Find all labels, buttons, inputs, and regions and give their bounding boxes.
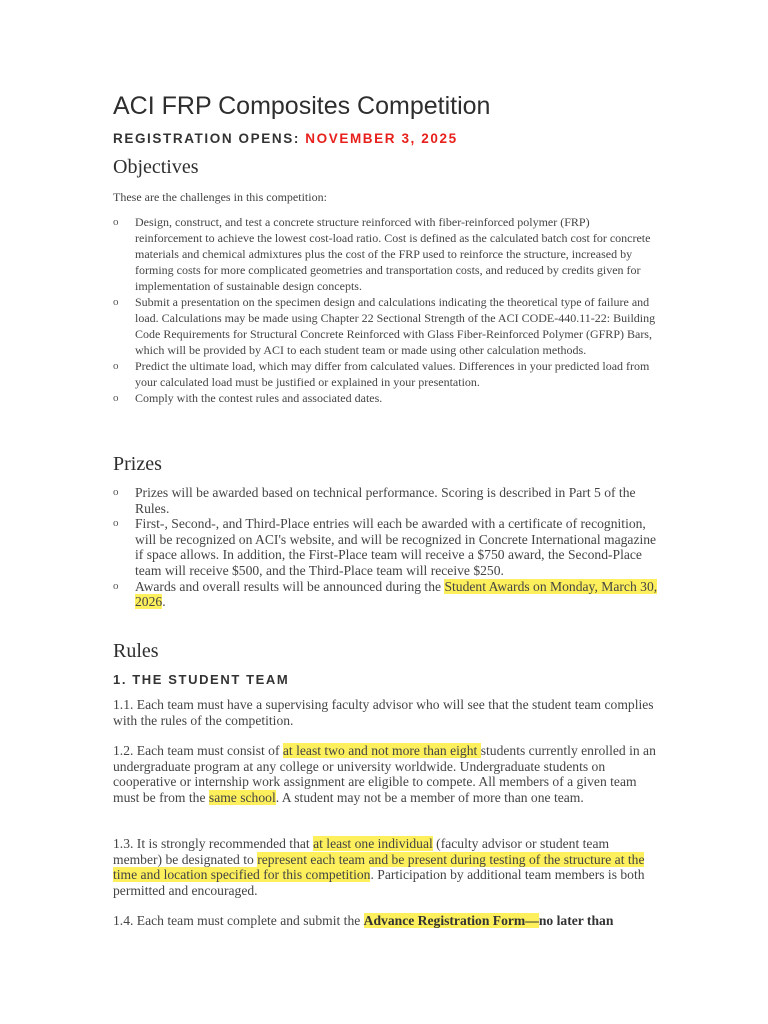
bullet-icon: o: [113, 579, 119, 592]
objectives-list: [113, 214, 658, 406]
team-size-highlight: at least two and not more than eight: [282, 743, 481, 758]
bullet-icon: o: [113, 517, 119, 530]
bullet-icon: o: [113, 392, 119, 404]
registration-line: [113, 131, 458, 146]
list-item: o First-, Second-, and Third-Place entries will each be awarded with a certificate of recognition, will be recognized on ACI's website, and will be recognized in Concrete International magazine if space allows. In addition, the First-Place team will receive a $750 award, the Second-Place team will receive $500, and the Third-Place team will receive $250.: [113, 516, 657, 578]
page-title: ACI FRP Composites Competition: [113, 92, 491, 120]
testing-presence-highlight: represent each team and be present during testing of the structure at the time and location specified for this competition: [113, 851, 645, 883]
rule-1-3: 1.3. It is strongly recommended that at least one individual (faculty advisor or student team member) be designated to represent each team and be present during testing of the structure at the time and location specified for this competition. Participation by additional team members is both permitted and encouraged.: [113, 836, 645, 898]
list-item: o Design, construct, and test a concrete structure reinforced with fiber-reinforced polymer (FRP) reinforcement to achieve the lowest cost-load ratio. Cost is defined as the calculated batch cost for concrete materials and chemical admixtures plus the cost of the FRP used to reinforce the structure, increased by forming costs for more complicated geometries and transportation costs, and reduced by credits given for implementation of sustainable design concepts.: [113, 215, 651, 293]
objectives-intro: These are the challenges in this competition:: [113, 190, 327, 204]
registration-form-highlight: Advance Registration Form—: [363, 913, 539, 928]
section-heading-student-team: 1. THE STUDENT TEAM: [113, 672, 290, 687]
bullet-icon: o: [113, 360, 119, 372]
same-school-highlight: same school: [208, 789, 276, 805]
list-item: o Prizes will be awarded based on technical performance. Scoring is described in Part 5 of the Rules.: [113, 485, 636, 516]
list-item: o Comply with the contest rules and associated dates.: [113, 391, 383, 405]
list-item: o Predict the ultimate load, which may differ from calculated values. Differences in your predicted load from your calculated load must be justified or explained in your presentation.: [113, 359, 650, 389]
rules-heading: Rules: [113, 640, 159, 662]
bullet-icon: o: [113, 486, 119, 498]
rule-1-1: 1.1. Each team must have a supervising faculty advisor who will see that the student team complies with the rules of the competition.: [113, 697, 654, 728]
objectives-heading: Objectives: [113, 156, 199, 178]
list-item: o Awards and overall results will be announced during the Student Awards on Monday, March 30, 2026.: [113, 578, 658, 610]
list-item: o Submit a presentation on the specimen design and calculations indicating the theoretical type of failure and load. Calculations may be made using Chapter 22 Sectional Strength of the ACI CODE-440.11-22: Building Code Requirements for Structural Concrete Reinforced with Glass Fiber-Reinforced Polymer (GFRP) Bars, which will be provided by ACI to each student team or made using other calculation methods.: [113, 295, 656, 357]
prizes-list: [113, 485, 658, 610]
rule-1-4: 1.4. Each team must complete and submit the Advance Registration Form—no later than: [113, 913, 614, 928]
prizes-heading: Prizes: [113, 453, 162, 475]
awards-date-highlight: Student Awards on Monday, March 30, 2026: [135, 578, 658, 610]
bullet-icon: o: [113, 296, 119, 308]
registration-label: REGISTRATION OPENS:: [113, 131, 300, 146]
bullet-icon: o: [113, 216, 119, 228]
registration-date: NOVEMBER 3, 2025: [305, 131, 458, 146]
individual-highlight: at least one individual: [313, 836, 433, 851]
rule-1-2: 1.2. Each team must consist of at least two and not more than eight students currently enrolled in an undergraduate program at any college or university worldwide. Undergraduate students on cooperative or internship work assignment are eligible to compete. All members of a given team must be from the same school. A student may not be a member of more than one team.: [113, 743, 656, 805]
